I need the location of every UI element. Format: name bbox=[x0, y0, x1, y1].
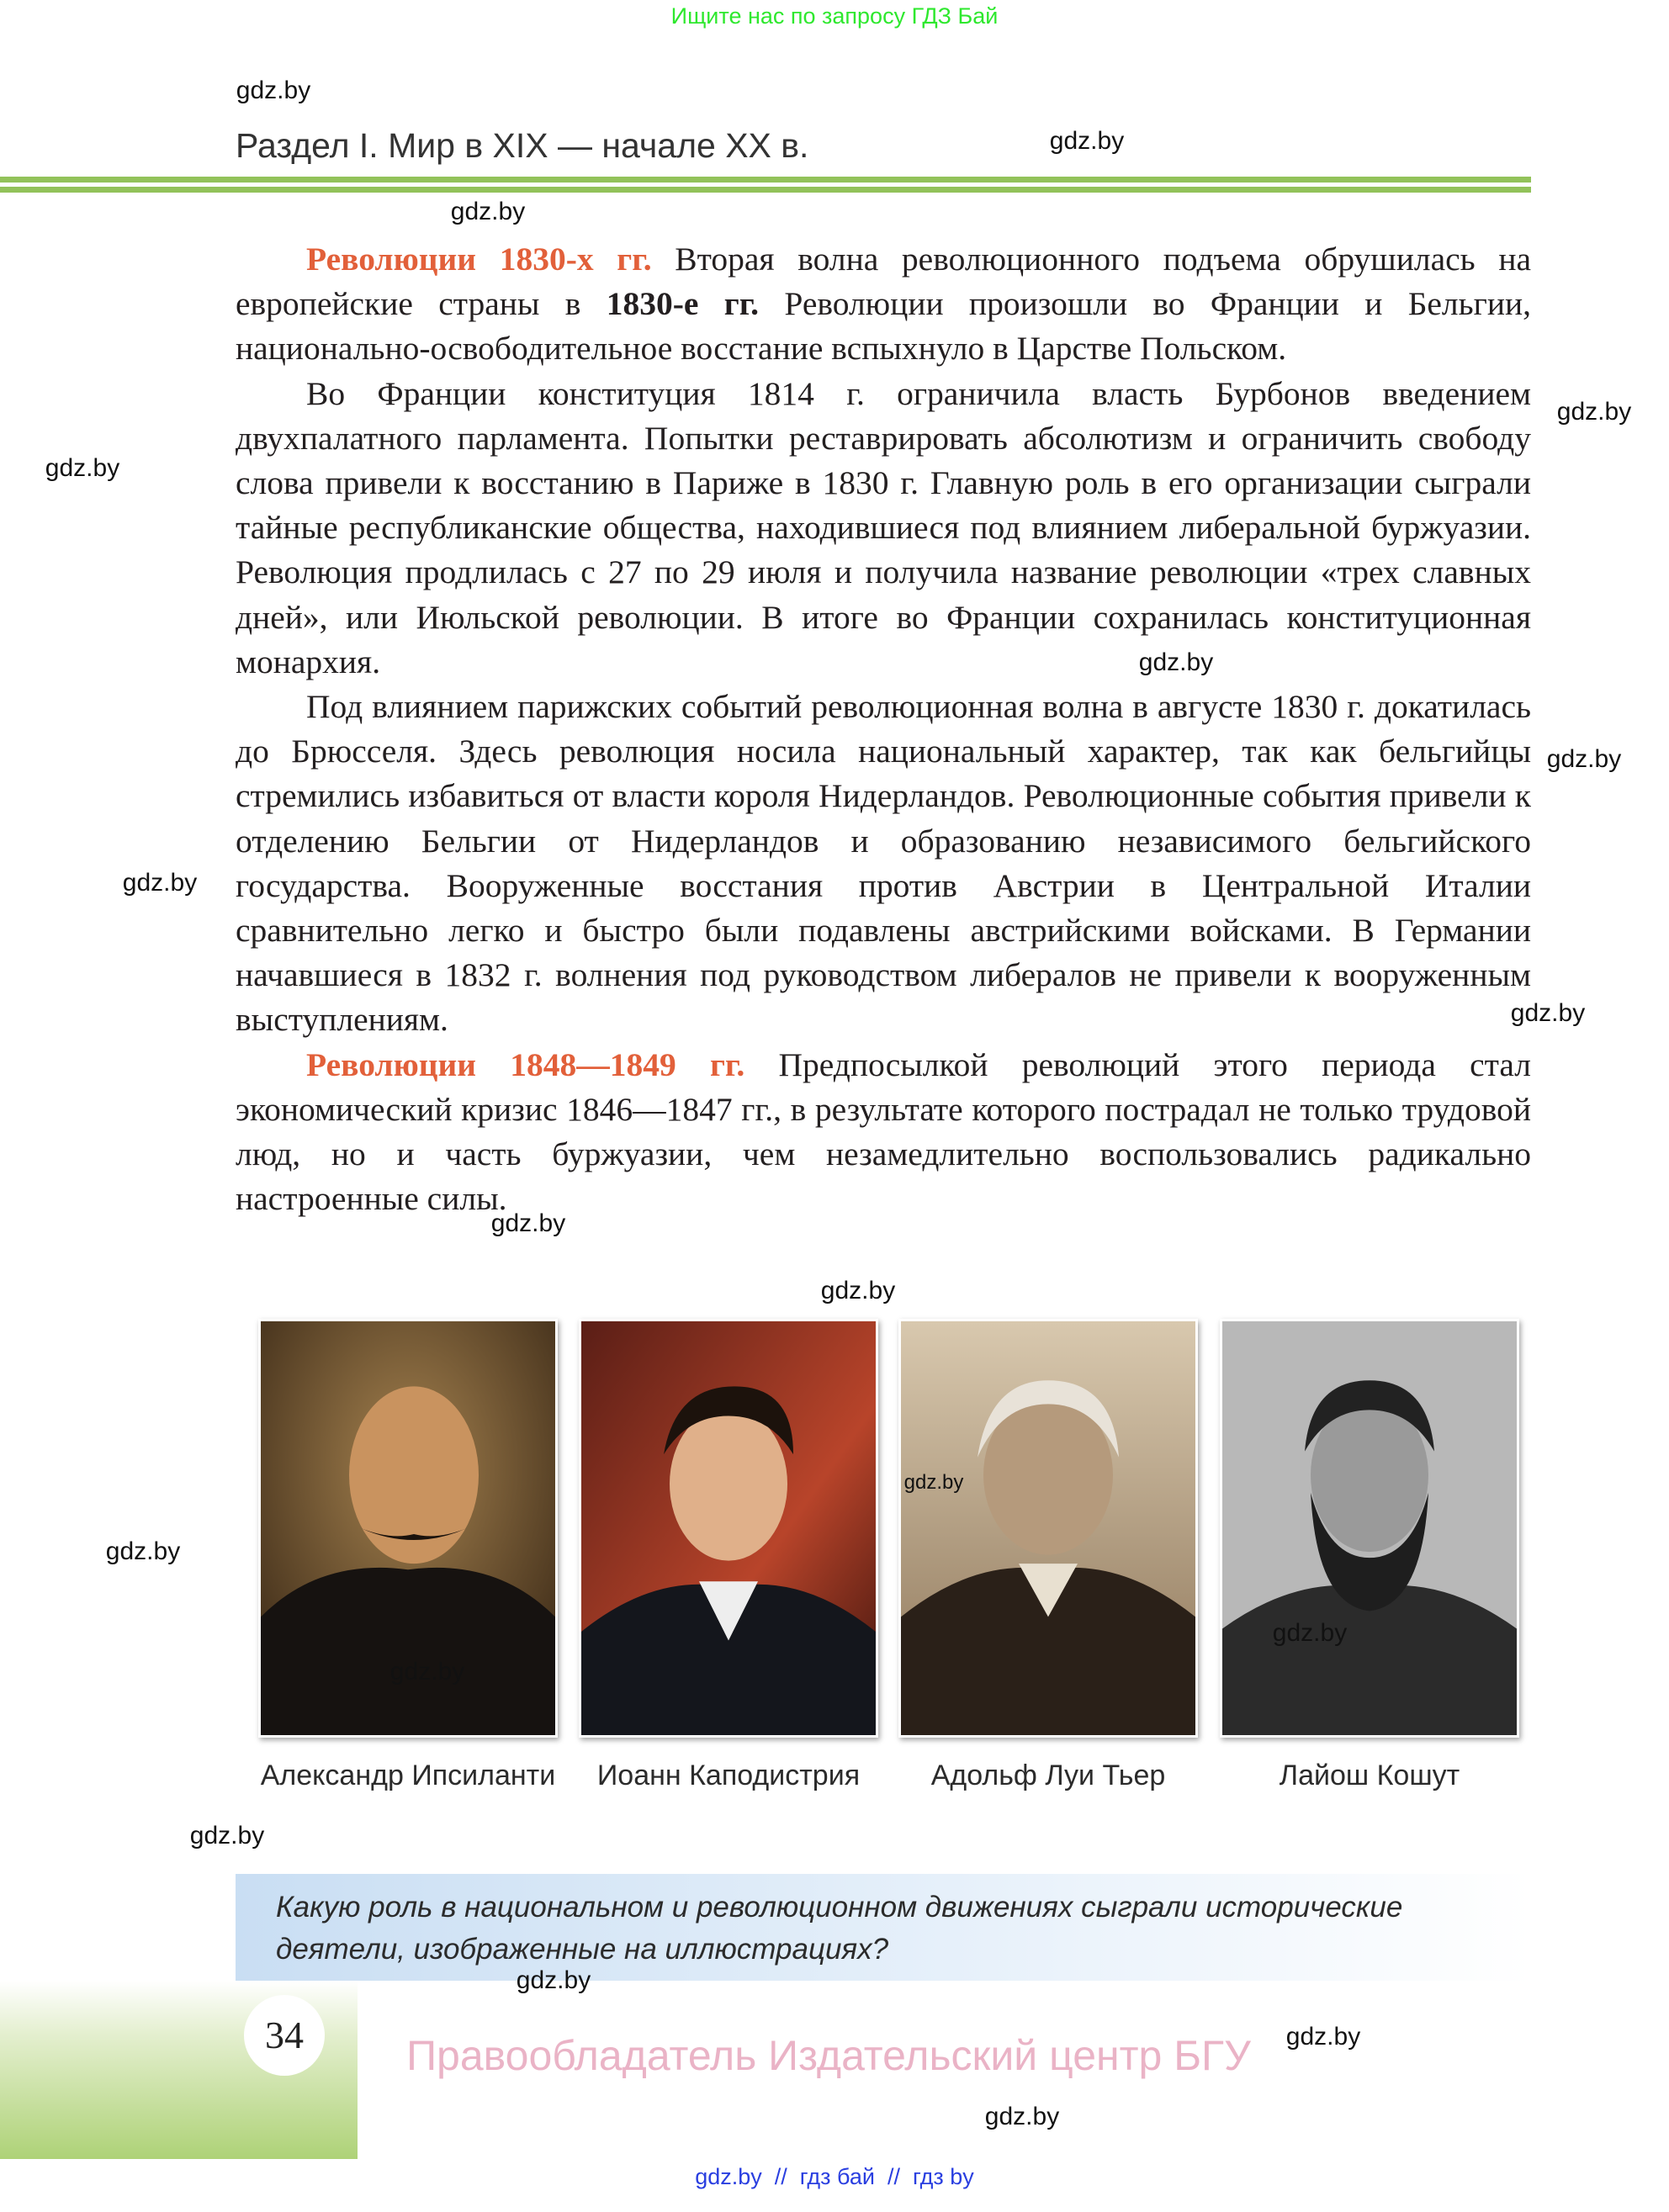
watermark: gdz.by bbox=[122, 869, 198, 897]
watermark: gdz.by bbox=[1556, 398, 1632, 426]
watermark: gdz.by bbox=[1510, 999, 1586, 1027]
watermark: gdz.by bbox=[1546, 745, 1622, 773]
watermark: gdz.by bbox=[820, 1277, 896, 1304]
body-text bbox=[236, 237, 1531, 1221]
watermark: gdz.by bbox=[105, 1537, 181, 1565]
caption-ypsilantis: Александр Ипсиланти bbox=[260, 1760, 556, 1791]
watermark: gdz.by bbox=[984, 2103, 1060, 2130]
paragraph-text: Вторая волна революционного подъема обрушилась на европейские страны в bbox=[236, 241, 1531, 323]
portrait-kossuth bbox=[1220, 1319, 1519, 1738]
paragraph bbox=[236, 1043, 1531, 1222]
page-number: 34 bbox=[244, 1995, 325, 2076]
watermark: gdz.by bbox=[903, 1471, 964, 1494]
question-text: Какую роль в национальном и революционном движениях сыграли исторические деятели, изображенные на иллюстрациях? bbox=[276, 1891, 1403, 1966]
portrait-kapodistrias bbox=[579, 1319, 878, 1738]
paragraph-heading: Революции 1830-х гг. bbox=[306, 241, 652, 278]
paragraph-text: Революции произошли во Франции и Бельгии, национально-освободительное восстание вспыхнуло в Царстве Польском. bbox=[236, 285, 1531, 368]
top-banner[interactable]: Ищите нас по запросу ГДЗ Бай bbox=[670, 3, 999, 29]
watermark: gdz.by bbox=[490, 1209, 566, 1237]
caption-kossuth: Лайош Кошут bbox=[1279, 1760, 1460, 1791]
watermark: gdz.by bbox=[1272, 1619, 1348, 1647]
watermark: gdz.by bbox=[1138, 648, 1214, 676]
watermark: gdz.by bbox=[45, 454, 120, 482]
portrait-thiers bbox=[898, 1319, 1198, 1738]
header-rule bbox=[0, 187, 1531, 193]
section-title: Раздел I. Мир в XIX — начале XX в. bbox=[236, 126, 809, 165]
header-rule bbox=[0, 177, 1531, 183]
paragraph: Под влиянием парижских событий революционная волна в августе 1830 г. докатилась до Брюсселя. Здесь революция носила национальный характер, так как бельгийцы стремились избавиться от власти короля Нидерландов. Революционные события привели к отделению Бельгии от Нидерландов и образованию независимого бельгийского государства. Вооруженные восстания против Австрии в Центральной Италии сравнительно легко и быстро были подавлены австрийскими войсками. В Германии начавшиеся в 1832 г. волнения под руководством либералов не привели к вооруженным выступлениям. bbox=[236, 688, 1531, 1039]
paragraph bbox=[236, 237, 1531, 372]
caption-thiers: Адольф Луи Тьер bbox=[930, 1760, 1166, 1791]
watermark: gdz.by bbox=[450, 198, 526, 225]
watermark: gdz.by bbox=[516, 1966, 591, 1994]
caption-kapodistrias: Иоанн Каподистрия bbox=[596, 1760, 861, 1791]
paragraph: Во Франции конституция 1814 г. ограничила власть Бурбонов введением двухпалатного парламента. Попытки реставрировать абсолютизм и ограничить свободу слова привели к восстанию в Париже в 1830 г. Главную роль в его организации сыграли тайные республиканские общества, находившиеся под влиянием либеральной буржуазии. Революция продлилась с 27 по 29 июля и получила название революции «трех славных дней», или Июльской революции. В итоге во Франции сохранилась конституционная монархия. bbox=[236, 374, 1531, 680]
watermark: gdz.by bbox=[1285, 2023, 1361, 2051]
paragraph-heading: Революции 1848—1849 гг. bbox=[306, 1045, 745, 1083]
copyright-notice: Правообладатель Издательский центр БГУ bbox=[406, 2032, 1251, 2079]
watermark: gdz.by bbox=[389, 1658, 465, 1685]
watermark: gdz.by bbox=[236, 77, 311, 104]
watermark: gdz.by bbox=[189, 1822, 265, 1850]
paragraph-text: Предпосылкой революций этого периода стал экономический кризис 1846—1847 гг., в результате которого пострадал не только трудовой люд, но и часть буржуазии, чем незамедлительно воспользовались радикально настроенные силы. bbox=[236, 1045, 1531, 1218]
watermark: gdz.by bbox=[1049, 127, 1125, 155]
bold-term: 1830-е гг. bbox=[606, 285, 760, 323]
bottom-link[interactable]: gdz.by // гдз бай // гдз by bbox=[695, 2164, 974, 2189]
